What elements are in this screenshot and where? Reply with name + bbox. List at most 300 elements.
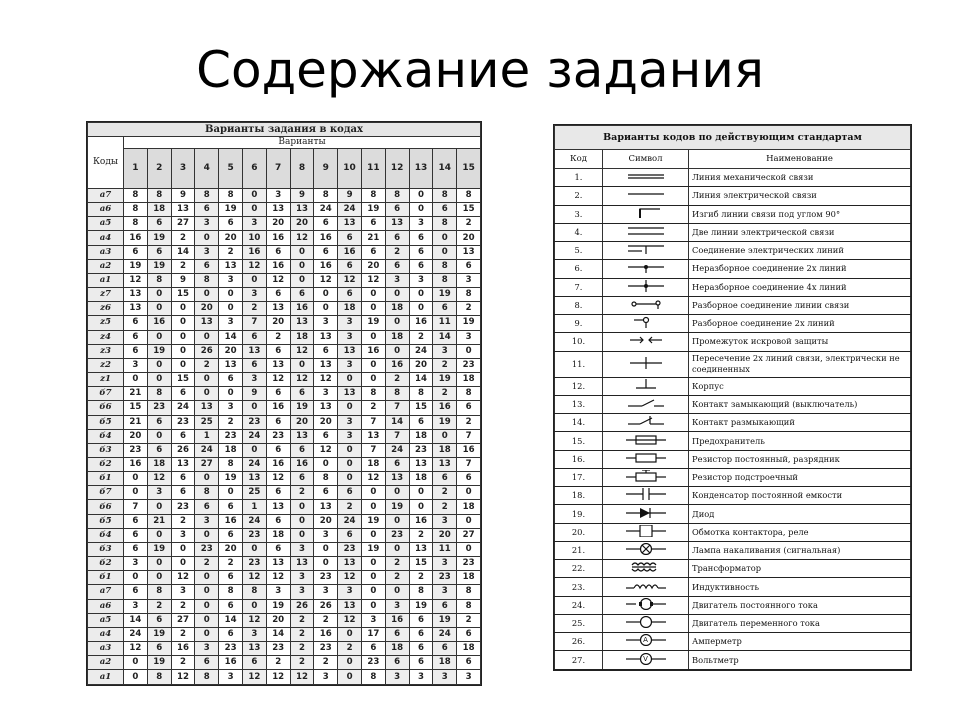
table-row (555, 487, 911, 505)
table-cell: 3 (266, 189, 290, 203)
table-cell: 6 (385, 259, 409, 273)
symbol-name: Пересечение 2х линий связи, электрически не соединенных (689, 351, 911, 377)
table-cell: 7 (385, 401, 409, 415)
table-cell: 19 (385, 500, 409, 514)
table-cell: 16 (409, 514, 433, 528)
table-cell: 3 (242, 288, 266, 302)
table-cell: 0 (124, 486, 148, 500)
variant-column-number: 6 (242, 149, 266, 189)
table-row (88, 585, 481, 599)
table-cell: 3 (171, 585, 195, 599)
table-cell: 12 (266, 373, 290, 387)
table-cell: 2 (171, 627, 195, 641)
table-cell: 2 (457, 415, 481, 429)
table-cell: 23 (147, 401, 171, 415)
table-cell: 24 (409, 344, 433, 358)
symbol-cell (603, 523, 689, 541)
table-cell: 2 (433, 500, 457, 514)
table-cell: 2 (266, 330, 290, 344)
table-cell: 18 (290, 330, 314, 344)
table-cell: 0 (147, 429, 171, 443)
table-row (555, 351, 911, 377)
diode-icon (622, 507, 670, 522)
table-cell: 0 (338, 627, 362, 641)
table-cell: 13 (433, 457, 457, 471)
variant-column-number: 11 (361, 149, 385, 189)
table-row (555, 333, 911, 351)
table-cell: 23 (361, 656, 385, 670)
table-cell: 0 (457, 514, 481, 528)
trimmer-resistor-icon (622, 470, 670, 485)
table-cell: 12 (290, 373, 314, 387)
table-row (555, 223, 911, 241)
table-cell: 0 (457, 344, 481, 358)
table-cell: 13 (171, 203, 195, 217)
table-cell: 0 (147, 330, 171, 344)
table-cell: 6 (338, 259, 362, 273)
row-code: б5 (88, 514, 124, 528)
row-code: б6 (88, 401, 124, 415)
table-cell: 24 (314, 203, 338, 217)
table-cell: 8 (147, 273, 171, 287)
variant-column-number: 15 (457, 149, 481, 189)
table-cell: 3 (385, 599, 409, 613)
table-cell: 2 (433, 387, 457, 401)
table-cell: 3 (361, 613, 385, 627)
table-cell: 2 (457, 613, 481, 627)
table-row (88, 401, 481, 415)
table-row (555, 315, 911, 333)
table-cell: 16 (314, 231, 338, 245)
table-cell: 13 (195, 316, 219, 330)
table-cell: 0 (195, 472, 219, 486)
table-cell: 23 (171, 415, 195, 429)
table-cell: 12 (314, 273, 338, 287)
table-cell: 8 (433, 273, 457, 287)
table-cell: 14 (124, 613, 148, 627)
table-cell: 6 (290, 443, 314, 457)
table-cell: 19 (361, 542, 385, 556)
table-cell: 0 (361, 585, 385, 599)
table-cell: 18 (409, 472, 433, 486)
table-cell: 3 (433, 585, 457, 599)
two-lines-icon (622, 225, 670, 240)
table-cell: 13 (290, 203, 314, 217)
table-cell: 0 (124, 656, 148, 670)
symbol-code: 13. (555, 395, 603, 413)
table-cell: 21 (147, 514, 171, 528)
table-cell: 0 (147, 358, 171, 372)
variants-table-header: Варианты задания в кодах (88, 123, 481, 137)
table-cell: 23 (314, 571, 338, 585)
table-cell: 23 (457, 358, 481, 372)
table-cell: 7 (457, 457, 481, 471)
table-cell: 12 (338, 613, 362, 627)
symbol-cell (603, 242, 689, 260)
table-cell: 13 (242, 642, 266, 656)
table-cell: 2 (171, 231, 195, 245)
inductor-icon (622, 580, 670, 595)
table-cell: 16 (361, 344, 385, 358)
table-cell: 6 (219, 528, 243, 542)
table-cell: 12 (124, 642, 148, 656)
table-cell: 13 (361, 429, 385, 443)
table-cell: 0 (409, 189, 433, 203)
table-cell: 23 (457, 557, 481, 571)
table-cell: 0 (338, 670, 362, 685)
table-cell: 23 (266, 642, 290, 656)
crossing-lines-icon (622, 357, 670, 372)
symbol-cell (603, 351, 689, 377)
table-cell: 0 (290, 358, 314, 372)
table-cell: 8 (124, 203, 148, 217)
symbol-code: 7. (555, 278, 603, 296)
table-cell: 6 (242, 358, 266, 372)
table-cell: 8 (361, 670, 385, 685)
table-cell: 3 (195, 217, 219, 231)
table-cell: 0 (124, 571, 148, 585)
table-cell: 15 (124, 401, 148, 415)
table-cell: 2 (385, 373, 409, 387)
table-cell: 2 (409, 330, 433, 344)
table-cell: 26 (171, 443, 195, 457)
symbol-code: 27. (555, 651, 603, 670)
table-cell: 13 (242, 344, 266, 358)
table-cell: 0 (124, 472, 148, 486)
table-cell: 6 (147, 613, 171, 627)
chassis-icon (622, 379, 670, 394)
symbol-cell (603, 432, 689, 450)
symbol-cell (603, 596, 689, 614)
row-code: б7 (88, 486, 124, 500)
table-cell: 0 (219, 486, 243, 500)
table-cell: 3 (219, 401, 243, 415)
table-cell: 14 (171, 245, 195, 259)
table-cell: 24 (338, 514, 362, 528)
symbol-cell (603, 296, 689, 314)
variant-column-number: 14 (433, 149, 457, 189)
table-cell: 8 (219, 585, 243, 599)
table-cell: 8 (195, 189, 219, 203)
table-cell: 19 (361, 316, 385, 330)
table-cell: 7 (361, 415, 385, 429)
table-row (88, 217, 481, 231)
symbol-name: Резистор подстроечный (689, 468, 911, 486)
detachable-2-lines-icon (622, 316, 670, 331)
standard-codes-table-panel (553, 124, 912, 671)
table-cell: 3 (290, 542, 314, 556)
symbol-code: 6. (555, 260, 603, 278)
table-cell: 13 (314, 401, 338, 415)
table-cell: 0 (361, 330, 385, 344)
table-cell: 0 (409, 486, 433, 500)
symbol-cell (603, 315, 689, 333)
table-cell: 6 (433, 599, 457, 613)
table-row (555, 205, 911, 223)
table-cell: 19 (266, 599, 290, 613)
symbol-code: 17. (555, 468, 603, 486)
table-cell: 0 (433, 429, 457, 443)
symbol-name: Корпус (689, 377, 911, 395)
symbol-name: Изгиб линии связи под углом 90° (689, 205, 911, 223)
table-cell: 27 (171, 613, 195, 627)
table-cell: 19 (433, 288, 457, 302)
table-cell: 6 (409, 245, 433, 259)
symbol-cell (603, 541, 689, 559)
table-cell: 8 (124, 217, 148, 231)
table-cell: 8 (242, 585, 266, 599)
fuse-icon (622, 434, 670, 449)
table-cell: 13 (124, 302, 148, 316)
table-cell: 3 (433, 557, 457, 571)
page-title: Содержание задания (196, 41, 764, 99)
variant-column-number: 7 (266, 149, 290, 189)
table-cell: 20 (219, 231, 243, 245)
table-cell: 2 (219, 415, 243, 429)
table-cell: 3 (219, 316, 243, 330)
table-cell: 16 (266, 231, 290, 245)
symbol-code: 10. (555, 333, 603, 351)
table-cell: 8 (361, 189, 385, 203)
table-cell: 8 (147, 189, 171, 203)
variant-column-number: 2 (147, 149, 171, 189)
table-cell: 1 (195, 429, 219, 443)
table-cell: 3 (147, 486, 171, 500)
table-row (88, 627, 481, 641)
table-cell: 13 (290, 557, 314, 571)
symbol-name: Резистор постоянный, разрядник (689, 450, 911, 468)
table-cell: 8 (457, 288, 481, 302)
table-cell: 16 (219, 656, 243, 670)
table-cell: 6 (219, 571, 243, 585)
table-cell: 6 (195, 500, 219, 514)
variant-column-number: 13 (409, 149, 433, 189)
table-cell: 18 (385, 330, 409, 344)
table-cell: 8 (195, 486, 219, 500)
variant-column-number: 12 (385, 149, 409, 189)
table-cell: 13 (338, 599, 362, 613)
table-cell: 3 (457, 273, 481, 287)
table-cell: 18 (361, 457, 385, 471)
table-cell: 10 (242, 231, 266, 245)
table-row (88, 670, 481, 685)
table-cell: 3 (338, 415, 362, 429)
table-row (555, 414, 911, 432)
table-cell: 13 (219, 358, 243, 372)
table-cell: 0 (409, 203, 433, 217)
table-cell: 19 (290, 401, 314, 415)
table-row (88, 316, 481, 330)
table-cell: 2 (290, 656, 314, 670)
symbol-code: 23. (555, 578, 603, 596)
table-cell: 0 (195, 585, 219, 599)
table-cell: 20 (409, 358, 433, 372)
table-cell: 3 (314, 316, 338, 330)
symbol-name: Соединение электрических линий (689, 242, 911, 260)
table-cell: 8 (219, 457, 243, 471)
table-cell: 3 (338, 429, 362, 443)
table-cell: 16 (409, 316, 433, 330)
row-code: а7 (88, 585, 124, 599)
table-cell: 3 (314, 528, 338, 542)
table-cell: 2 (195, 358, 219, 372)
table-cell: 0 (385, 514, 409, 528)
table-cell: 16 (457, 443, 481, 457)
table-row (88, 599, 481, 613)
table-row (555, 242, 911, 260)
symbol-code: 22. (555, 560, 603, 578)
table-cell: 3 (290, 571, 314, 585)
table-cell: 6 (266, 443, 290, 457)
table-cell: 6 (266, 344, 290, 358)
table-cell: 26 (290, 599, 314, 613)
table-cell: 0 (338, 401, 362, 415)
table-cell: 16 (171, 642, 195, 656)
table-cell: 6 (385, 656, 409, 670)
table-cell: 3 (171, 528, 195, 542)
table-cell: 2 (338, 642, 362, 656)
table-cell: 6 (338, 231, 362, 245)
row-code: а4 (88, 231, 124, 245)
table-cell: 0 (361, 486, 385, 500)
table-cell: 3 (385, 273, 409, 287)
table-cell: 19 (147, 344, 171, 358)
table-cell: 8 (314, 189, 338, 203)
table-row (88, 571, 481, 585)
table-cell: 12 (266, 472, 290, 486)
table-cell: 3 (124, 358, 148, 372)
table-cell: 8 (195, 273, 219, 287)
variants-codes-table (87, 122, 481, 685)
table-cell: 24 (124, 627, 148, 641)
symbol-cell (603, 578, 689, 596)
table-cell: 3 (124, 557, 148, 571)
detachable-connection-icon (622, 298, 670, 313)
table-cell: 0 (338, 457, 362, 471)
table-cell: 9 (338, 189, 362, 203)
table-cell: 18 (457, 571, 481, 585)
table-cell: 6 (195, 259, 219, 273)
table-cell: 13 (385, 217, 409, 231)
table-cell: 0 (147, 571, 171, 585)
symbol-code: 19. (555, 505, 603, 523)
symbol-cell (603, 450, 689, 468)
table-cell: 6 (314, 245, 338, 259)
table-row (88, 514, 481, 528)
table-cell: 19 (361, 514, 385, 528)
symbol-name: Разборное соединение линии связи (689, 296, 911, 314)
variant-column-number: 8 (290, 149, 314, 189)
table-row (555, 278, 911, 296)
table-cell: 2 (314, 656, 338, 670)
table-cell: 8 (385, 189, 409, 203)
table-cell: 12 (314, 443, 338, 457)
table-cell: 0 (195, 627, 219, 641)
table-cell: 16 (124, 457, 148, 471)
table-cell: 26 (314, 599, 338, 613)
table-cell: 0 (171, 316, 195, 330)
table-row (88, 500, 481, 514)
table-row (88, 358, 481, 372)
symbol-name: Промежуток искровой защиты (689, 333, 911, 351)
table-cell: 6 (171, 486, 195, 500)
table-row (88, 373, 481, 387)
table-cell: 18 (338, 302, 362, 316)
table-cell: 8 (457, 387, 481, 401)
symbol-code: 8. (555, 296, 603, 314)
table-cell: 12 (266, 571, 290, 585)
row-code: а3 (88, 642, 124, 656)
table-cell: 6 (338, 486, 362, 500)
symbol-name: Контакт размыкающий (689, 414, 911, 432)
table-cell: 6 (457, 656, 481, 670)
electrical-link-icon (622, 188, 670, 203)
table-cell: 6 (290, 472, 314, 486)
table-cell: 6 (433, 302, 457, 316)
row-code: б2 (88, 457, 124, 471)
table-cell: 2 (433, 486, 457, 500)
symbol-name: Индуктивность (689, 578, 911, 596)
table-cell: 6 (242, 656, 266, 670)
table-cell: 19 (433, 373, 457, 387)
symbol-cell (603, 560, 689, 578)
table-cell: 0 (219, 288, 243, 302)
table-cell: 13 (266, 557, 290, 571)
table-cell: 15 (409, 557, 433, 571)
table-cell: 0 (385, 542, 409, 556)
table-cell: 19 (147, 627, 171, 641)
codes-column-header: Коды (88, 137, 124, 189)
symbol-cell (603, 377, 689, 395)
table-cell: 0 (195, 599, 219, 613)
table-row (88, 259, 481, 273)
table-cell: 11 (433, 542, 457, 556)
table-cell: 18 (433, 656, 457, 670)
symbol-code: 11. (555, 351, 603, 377)
table-cell: 20 (266, 613, 290, 627)
table-row (555, 296, 911, 314)
table-cell: 6 (385, 231, 409, 245)
table-row (88, 330, 481, 344)
table-cell: 13 (338, 387, 362, 401)
table-cell: 0 (124, 670, 148, 685)
table-cell: 2 (171, 514, 195, 528)
table-cell: 0 (147, 500, 171, 514)
table-cell: 0 (361, 500, 385, 514)
table-row (555, 450, 911, 468)
table-cell: 19 (147, 656, 171, 670)
symbol-name: Две линии электрической связи (689, 223, 911, 241)
symbol-name: Конденсатор постоянной емкости (689, 487, 911, 505)
table-cell: 6 (314, 344, 338, 358)
table-cell: 0 (242, 401, 266, 415)
table-cell: 0 (171, 302, 195, 316)
table-row (88, 486, 481, 500)
table-cell: 6 (242, 330, 266, 344)
table-cell: 19 (361, 203, 385, 217)
table-cell: 0 (290, 500, 314, 514)
table-cell: 18 (385, 642, 409, 656)
symbol-cell (603, 468, 689, 486)
symbol-name: Неразборное соединение 2х линий (689, 260, 911, 278)
table-row (555, 578, 911, 596)
table-cell: 12 (124, 273, 148, 287)
table-cell: 6 (266, 542, 290, 556)
table-cell: 6 (361, 245, 385, 259)
variant-column-number: 5 (219, 149, 243, 189)
table-cell: 6 (124, 514, 148, 528)
table-cell: 0 (385, 486, 409, 500)
